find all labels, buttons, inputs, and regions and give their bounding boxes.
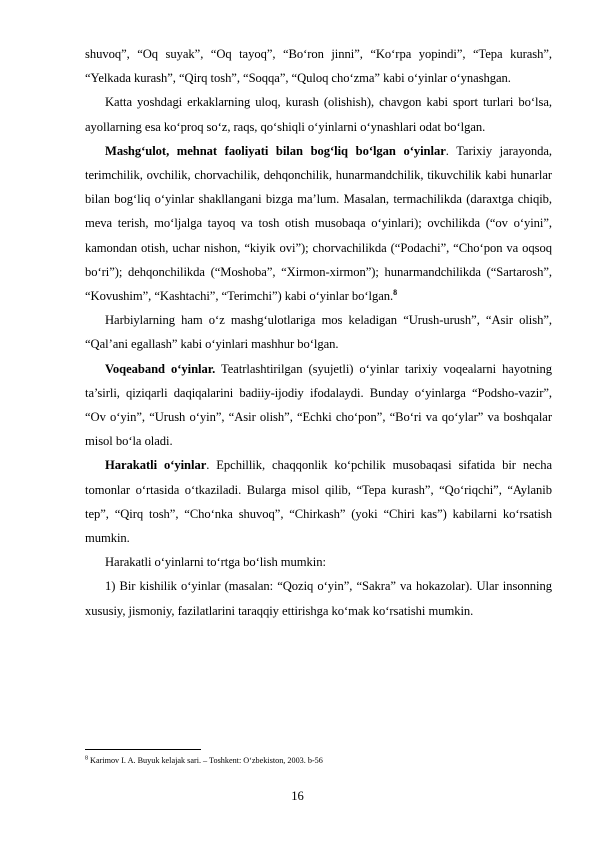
paragraph-event-games-text: Teatrlashtirilgan (syujetli) o‘yinlar tarixiy voqealarni hayotning ta’sirli, qiziqarli daqiqalarini badiiy-ijodiy ifodalaydi. Bunday o‘yinlarga “Podsho-vazir”, “Ov o‘yin”, “Urush o‘yin”, “Asir olish”, “Echki cho‘pon”, “Bo‘ri va qo‘ylar” va boshqalar misol bo‘la oladi. bbox=[85, 361, 552, 449]
paragraph-event-games bbox=[85, 357, 552, 454]
footnote bbox=[85, 755, 552, 766]
body-text bbox=[85, 42, 552, 623]
paragraph-work-games bbox=[85, 139, 552, 308]
paragraph-active-games-text: . Epchillik, chaqqonlik ko‘pchilik musobaqasi sifatida bir necha tomonlar o‘rtasida o‘tkaziladi. Bularga misol qilib, “Tepa kurash”, “Qo‘riqchi”, “Aylanib tep”, “Qirq tosh”, “Cho‘nka shuvoq”, “Chirkash” (yoki “Chiri kas”) kabilarni ko‘rsatish mumkin. bbox=[85, 458, 552, 546]
section-heading-active-games: Harakatli o‘yinlar bbox=[105, 458, 207, 473]
paragraph-military-games: Harbiylarning ham o‘z mashg‘ulotlariga mos keladigan “Urush-urush”, “Asir olish”, “Qal’ani egallash” kabi o‘yinlari mashhur bo‘lgan. bbox=[85, 313, 552, 352]
paragraph-single-player: 1) Bir kishilik o‘yinlar (masalan: “Qoziq o‘yin”, “Sakra” va hokazolar). Ular insonning xususiy, jismoniy, fazilatlarini taraqqiy ettirishga ko‘mak ko‘rsatishi mumkin. bbox=[85, 579, 552, 618]
section-heading-work-games: Mashg‘ulot, mehnat faoliyati bilan bog‘liq bo‘lgan o‘yinlar bbox=[105, 143, 446, 158]
footnote-number: 8 bbox=[85, 755, 88, 762]
paragraph-work-games-text: . Tarixiy jarayonda, terimchilik, ovchilik, chorvachilik, dehqonchilik, hunarmandchilik, tikuvchilik kabi hunarlar bilan bog‘liq o‘yinlar shakllangani bizga ma’lum. Masalan, termachilikda (daraxtga chiqib, meva terish, mo‘ljalga tayoq va tosh otish musobaqa o‘yinlari); ovchilikda (“ov o‘yini”, kamondan otish, uchar nishon, “kiyik ovi”); chorvachilikda (“Podachi”, “Cho‘pon va oqsoq bo‘ri”); dehqonchilikda (“Moshoba”, “Xirmon-xirmon”); hunarmandchilikda (“Sartarosh”, “Kovushim”, “Kashtachi”, “Terimchi”) kabi o‘yinlar bo‘lgan. bbox=[85, 143, 552, 304]
section-heading-event-games: Voqeaband o‘yinlar. bbox=[105, 361, 216, 376]
footnote-text: Karimov I. A. Buyuk kelajak sari. – Toshkent: O‘zbekiston, 2003. b-56 bbox=[88, 756, 323, 765]
footnote-divider bbox=[85, 749, 201, 750]
paragraph-games-list: shuvoq”, “Oq suyak”, “Oq tayoq”, “Bo‘ron jinni”, “Ko‘rpa yopindi”, “Tepa kurash”, “Yelkada kurash”, “Qirq tosh”, “Soqqa”, “Quloq cho‘zma” kabi o‘yinlar o‘ynashgan. bbox=[85, 47, 552, 86]
paragraph-four-types: Harakatli o‘yinlarni to‘rtga bo‘lish mumkin: bbox=[105, 555, 326, 570]
paragraph-adult-sports: Katta yoshdagi erkaklarning uloq, kurash (olishish), chavgon kabi sport turlari bo‘lsa, ayollarning esa ko‘proq so‘z, raqs, qo‘shiqli o‘yinlarni o‘ynashlari odat bo‘lgan. bbox=[85, 95, 552, 134]
paragraph-active-games bbox=[85, 453, 552, 550]
footnote-reference: 8 bbox=[393, 287, 398, 297]
page-number: 16 bbox=[291, 789, 304, 803]
